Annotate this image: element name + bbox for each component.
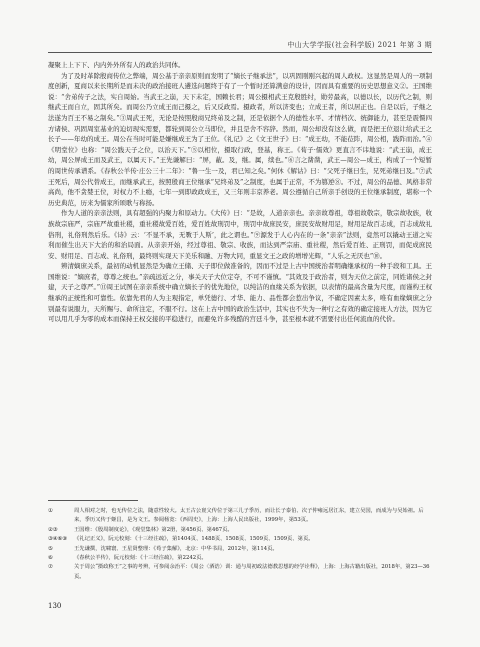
paragraph-1: 凝聚上上下下、内内外外所有人的政治共同体。 [48,61,185,69]
header-rule [48,52,432,53]
footnote-text: 王国维：《殷周制度论》，《观堂集林》第2册，第456页、第467页。 [74,526,233,533]
footnote-text: 《春秋公羊传》，阮元校刻：《十三经注疏》，第2242页。 [74,555,207,562]
footnote-number: ⑥ [48,555,53,562]
footnote-number: ②③ [48,526,58,533]
footnote [48,554,432,563]
footnote-number: ① [48,508,53,514]
paragraph-4: 辨清嫡庶关系，最初的动机显然是为确立王储、天子即位做准备的，因而不过是上古中国统治者明确继承权的一种手段和工具。王国维说：“嫡庶者，尊尊之统也。”亲疏远近之分，事关天子大位定夺，不可不谨慎。“其效及于政治者，则为天位之前定，同姓诸侯之封建，天子之尊严。”⑪周王试图在亲亲系统中确立嫡长子的优先地位，以纯洁的血缘关系为依据，以表情的最高含量为尺度，而谨构王权继承的正统性和可靠性。依靠先君的人为主观指定，单凭德行、才华、能力、品性都会惹出争议，不确定因素太多，唯有血缘嫡庶之分别最有说服力，天所赐与、命所注定，不服不行。这在上古中国的政治生活中，其实也不失为一种行之有效的确定接班人方法，因为它可以用几乎为零的成本而保持王权交接的平稳进行，而避免许多残酷的宫廷斗争，甚至根本就不需要付出任何流血的代价。 [48,262,432,324]
footnote-number: ③④⑥⑨ [48,536,67,543]
footnote-text: 王先谦撰，沈啸寰、王星贤整理：《荀子集解》，北京：中华书局，2012年，第114页。 [74,545,278,552]
paragraph-2: 为了及时革除殷商传位之弊端，周公基于亲亲原则而发明了“嫡长子继承法”，以巩固刚刚兴起的周人政权。这显然是周人的一项制度创新，夏商以来长期所是而未决的政治接班人遴选问题终于有了一个暂时还算满意的设计，因而具有重要的历史思想意义②。王国维说：“舍弟传子之法，实自周始。当武王之崩，天下未定，国赖长君；周公摄相武王克殷胜纣，勋劳最高，以德以长，以历代之制，则继武王而自立，固其所矣。而周公乃立成王而己摄之，后又反政焉。摄政者，所以济变也；立成王者，所以居正也。自是以后，子继之法遂为百王不易之制矣。”③周武王死，无论是按照殷商兄终弟及之制，还是依据个人的德性水平、才情档次、统御能力，甚至是震慑四方诸侯、巩固周室基业的迫切现实需要，都轮到周公立马即位，并且是舍不容辞。然而，周公却没有这么做，而是把王位退让给武王之长子——年幼的成王。周公在当时可能是嫌继成王为了王位。《礼记》之《文王世子》曰：“成王幼，不能莅阼，周公相，践阼而治。”④《明堂位》也称：“周公践天子之位，以治天下。”⑤以相位，摄取行政，登基，称王。《荀子·儒效》更直言不讳地说：“武王崩，成王幼，周公屏成王而及武王，以属天下。”王先谦解曰：“屏，蔽。及，继。属，续也。”⑥言之凿凿，武王—周公—成王，构成了一个短暂的周世传承谱系。《春秋公羊传·庄公三十二年》：“鲁一生一及，君已知之矣。”何休《解诂》曰：“父死子继曰生，兄死弟继曰及。”⑦武王死后，周公代替成王，而继承武王，按照殷商王位继承“兄终弟及”之制度，也属于正常，不为篡逆⑧。不过，周公的品德、风格非常高尚，他不贪婪王位，对权力不上瘾，七年一到即政政成王，又三年则丰京养老。周公遵循自己所亲手创设的王位继承制度，堪称一个历史典范，历来为儒家所颂歌与称扬。 [48,71,432,207]
page-number: 130 [48,602,62,610]
footnote [48,507,432,526]
article-body [48,60,432,325]
footnote-number: ⑤ [48,545,53,552]
footnote [48,526,432,535]
footnotes [48,507,432,582]
footnote-number: ⑦ [48,564,53,571]
footnote-rule [48,500,138,501]
running-head: 中山大学学报(社会科学版) 2021 年第 3 期 [287,41,432,49]
footnote [48,545,432,554]
footnote-text: 周人相对之时，也无传位之法，随意性较大。太王古公亶父传位于第三儿子季历，而让长子泰伯、次子仲雍远居江东，建立吴国，而成为与吴始祖。后来，季历又传于姬昌，是为文王。参阅杨宽：《西周史》，上海：上海人民出版社，1999年，第53页。 [74,508,424,524]
footnote-text: 《礼记正义》，阮元校刻：《十三经注疏》，第1404页、1488页、1508页、1509页、1509页、第页。 [74,536,314,543]
footnote [48,563,432,582]
paragraph-3: 作为人道的亲亲法则，具有超强的内聚力和原动力。《大传》曰：“是故，人道亲亲也。亲亲故尊祖，尊祖故敬宗，敬宗故收族，收族故宗庙严，宗庙严故重社稷，重社稷故爱百姓，爱百姓故刑罚中，刑罚中故庶民安，庶民安故财用足，财用足故百志成，百志成故礼俗刑，礼俗刑然后乐。《诗》云：‘不显不承，无斁于人斯’，此之谓也。”⑨源发于人心内在的一条“亲亲”法则，竟然可以撬动王道之实利而催生出天下大治的和治局面。从亲亲开始，经过尊祖、敬宗、收族，而达到严宗庙、重社稷，然后爱百姓、正刑罚，而促成庶民安、财用足、百志成、礼俗刑，最终则实现天下美乐和融、万物大同，重显文王之政的增增光辉，“人乐之无厌也”⑩。 [48,209,432,260]
footnote-text: 关于周公“摄政称王”之事的考辨，可参阅余治平：《周公〈酒诰〉训：通与周初政法德教思想的经学诠释》，上海：上海古籍出版社，2018年，第23—36页。 [74,564,430,580]
footnote [48,535,432,544]
